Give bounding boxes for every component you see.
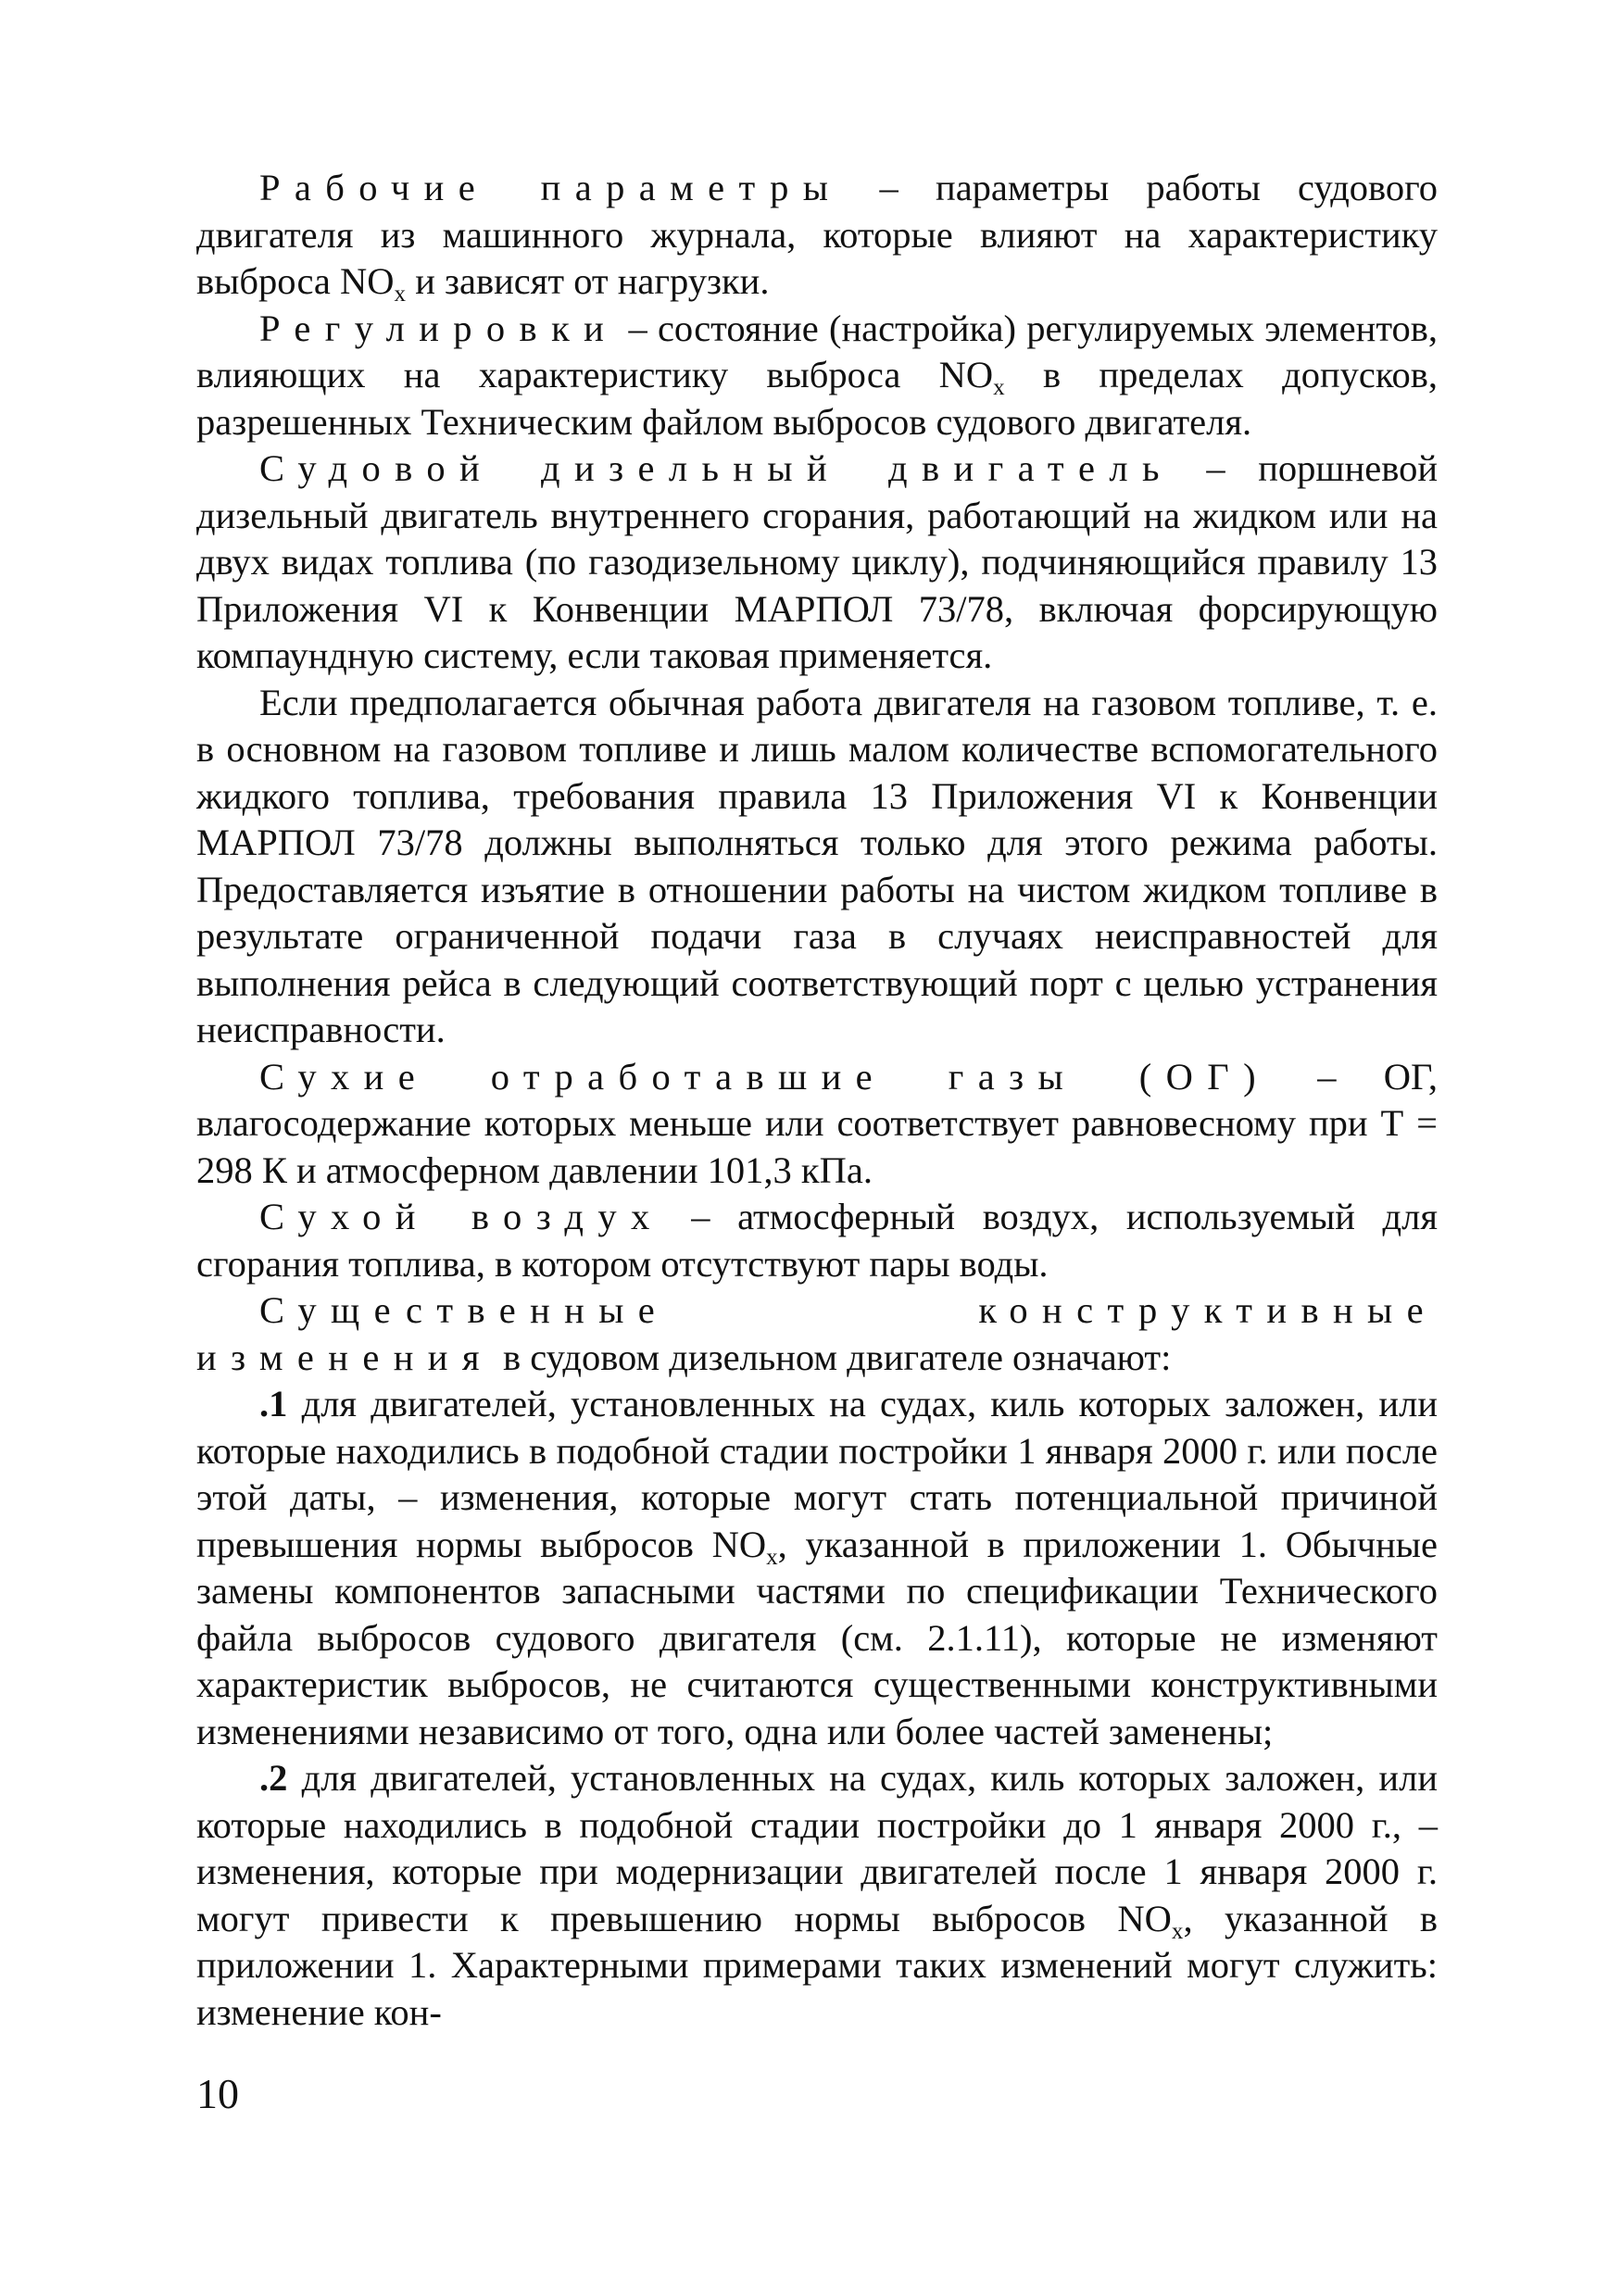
definition-text: – состояние (настройка) регулируемых элементов, влияющих на характеристику выброса NO bbox=[196, 307, 1438, 395]
definition-text-tail: в пределах допусков, разрешенных Техническим файлом выбросов судового двигателя. bbox=[196, 354, 1438, 443]
document-body bbox=[196, 165, 1438, 2036]
subscript: x bbox=[993, 375, 1005, 401]
item-text-tail: , указанной в приложении 1. Обычные замены компонентов запасными частями по спецификации Технического файла выбросов судового двигателя (см. 2.1.11), которые не изменяют характеристик выбросов, не считаются существенными конструктивными изменениями независимо от того, одна или более частей заменены; bbox=[196, 1523, 1438, 1752]
definition-adjustments bbox=[196, 306, 1438, 446]
term: Существенные конструктивные изменения bbox=[196, 1289, 1438, 1378]
term: Сухой воздух bbox=[259, 1196, 664, 1237]
item-text-tail: , указанной в приложении 1. Характерными примерами таких изменений могут служить: изменение кон- bbox=[196, 1897, 1438, 2033]
definition-dry-air bbox=[196, 1194, 1438, 1287]
paragraph-gas-fuel bbox=[196, 680, 1438, 1054]
subscript: x bbox=[1171, 1918, 1184, 1944]
item-number: .1 bbox=[259, 1383, 288, 1424]
definition-marine-diesel-engine bbox=[196, 445, 1438, 680]
list-item-2 bbox=[196, 1755, 1438, 2036]
page-number: 10 bbox=[196, 2070, 239, 2117]
subscript: x bbox=[394, 282, 407, 307]
term: Рабочие параметры bbox=[259, 167, 843, 208]
paragraph-text: Если предполагается обычная работа двигателя на газовом топливе, т. е. в основном на газовом топливе и лишь малом количестве вспомогательного жидкого топлива, требования правила 13 Приложения VI к Конвенции МАРПОЛ 73/78 должны выполняться только для этого режима работы. Предоставляется изъятие в отношении работы на чистом жидком топливе в результате ограниченной подачи газа в случаях неисправностей для выполнения рейса в следующий соответствующий порт с целью устранения неисправности. bbox=[196, 681, 1438, 1050]
term: Судовой дизельный двигатель bbox=[259, 447, 1174, 489]
definition-text: – ОГ, влагосодержание которых меньше или соответствует равновесному при Т = 298 К и атмосферном давлении 101,3 кПа. bbox=[196, 1055, 1439, 1191]
item-text: для двигателей, установленных на судах, киль которых заложен, или которые находились в подобной стадии постройки до 1 января 2000 г., – изменения, которые при модернизации двигателей после 1 января 2000 г. могут привести к превышению нормы выбросов NO bbox=[196, 1757, 1438, 1939]
definition-substantial-modifications bbox=[196, 1287, 1438, 1381]
definition-dry-exhaust-gas bbox=[196, 1054, 1438, 1195]
term: Регулировки bbox=[259, 307, 619, 349]
definition-text: – поршневой дизельный двигатель внутреннего сгорания, работающий на жидком или на двух видах топлива (по газодизельному циклу), подчиняющийся правилу 13 Приложения VI к Конвенции МАРПОЛ 73/78, включая форсирующую компаундную систему, если таковая применяется. bbox=[196, 447, 1438, 676]
definition-operating-parameters bbox=[196, 165, 1438, 306]
item-number: .2 bbox=[259, 1757, 288, 1799]
list-item-1 bbox=[196, 1381, 1438, 1755]
subscript: x bbox=[766, 1544, 778, 1570]
definition-text: в судовом дизельном двигателе означают: bbox=[493, 1336, 1172, 1378]
definition-text-tail: и зависят от нагрузки. bbox=[406, 260, 770, 302]
term: Сухие отработавшие газы (ОГ) bbox=[259, 1055, 1270, 1098]
definition-text: – параметры работы судового двигателя из машинного журнала, которые влияют на характеристику выброса NO bbox=[196, 167, 1439, 302]
item-text: для двигателей, установленных на судах, киль которых заложен, или которые находились в подобной стадии постройки 1 января 2000 г. или после этой даты, – изменения, которые могут стать потенциальной причиной превышения нормы выбросов NO bbox=[196, 1383, 1438, 1565]
definition-text: – атмосферный воздух, используемый для сгорания топлива, в котором отсутствуют пары воды. bbox=[196, 1196, 1438, 1285]
